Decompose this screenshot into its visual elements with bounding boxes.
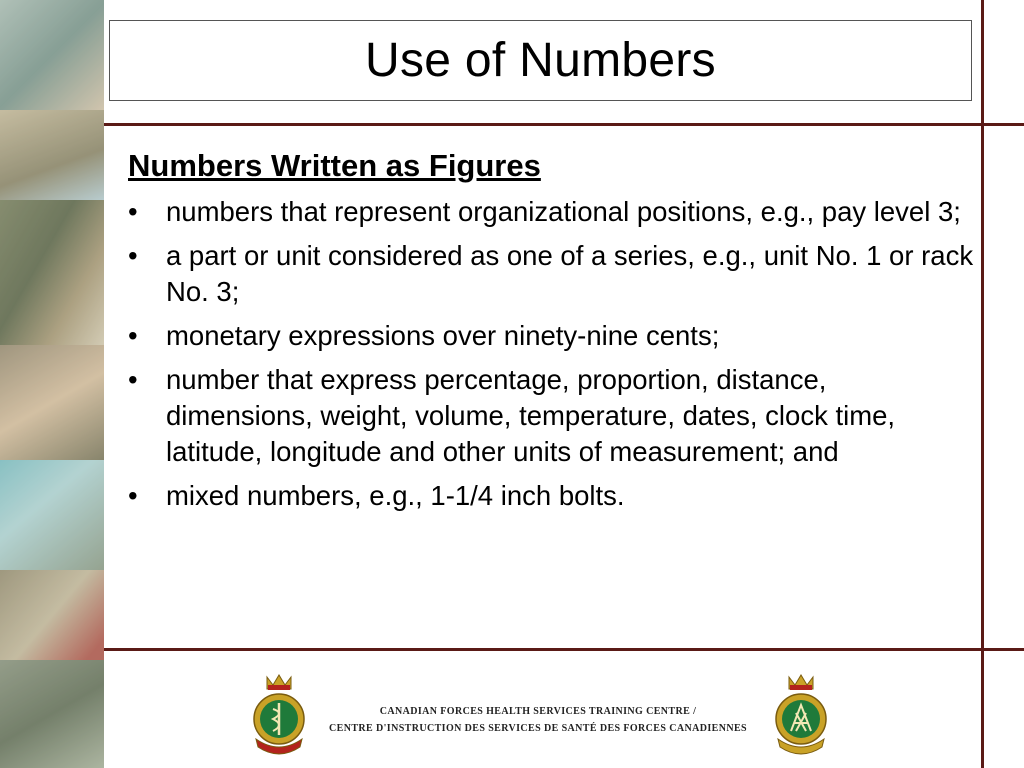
slide-title: Use of Numbers (365, 34, 716, 87)
cfhstc-crest-icon (244, 673, 314, 757)
list-item (128, 362, 976, 470)
bullet-list (128, 194, 976, 514)
list-item (128, 194, 976, 230)
bullet-text: mixed numbers, e.g., 1-1/4 inch bolts. (166, 480, 625, 511)
bullet-text: numbers that represent organizational positions, e.g., pay level 3; (166, 196, 961, 227)
list-item (128, 238, 976, 310)
bullet-text: a part or unit considered as one of a series, e.g., unit No. 1 or rack No. 3; (166, 240, 974, 307)
section-heading: Numbers Written as Figures (128, 148, 541, 183)
bullet-icon: • (128, 196, 138, 227)
right-vertical-rule (981, 0, 984, 768)
bullet-icon: • (128, 320, 138, 351)
bullet-text: monetary expressions over ninety-nine cents; (166, 320, 720, 351)
footer-org-name-french: CENTRE D'INSTRUCTION DES SERVICES DE SANTÉ DES FORCES CANADIENNES (329, 723, 747, 734)
collage-overlay (0, 0, 104, 768)
bullet-icon: • (128, 240, 138, 271)
photo-collage-strip (0, 0, 104, 768)
top-divider-rule (104, 123, 1024, 126)
bullet-text: number that express percentage, proportion, distance, dimensions, weight, volume, temperature, dates, clock time, latitude, longitude and other units of measurement; and (166, 364, 896, 467)
title-frame (109, 20, 972, 101)
bullet-icon: • (128, 480, 138, 511)
cfhs-crest-icon (766, 673, 836, 757)
bullet-icon: • (128, 364, 138, 395)
slide-body (128, 146, 976, 522)
list-item (128, 478, 976, 514)
footer-org-name-english: CANADIAN FORCES HEALTH SERVICES TRAINING CENTRE / (379, 706, 697, 717)
list-item (128, 318, 976, 354)
footer (104, 651, 981, 768)
